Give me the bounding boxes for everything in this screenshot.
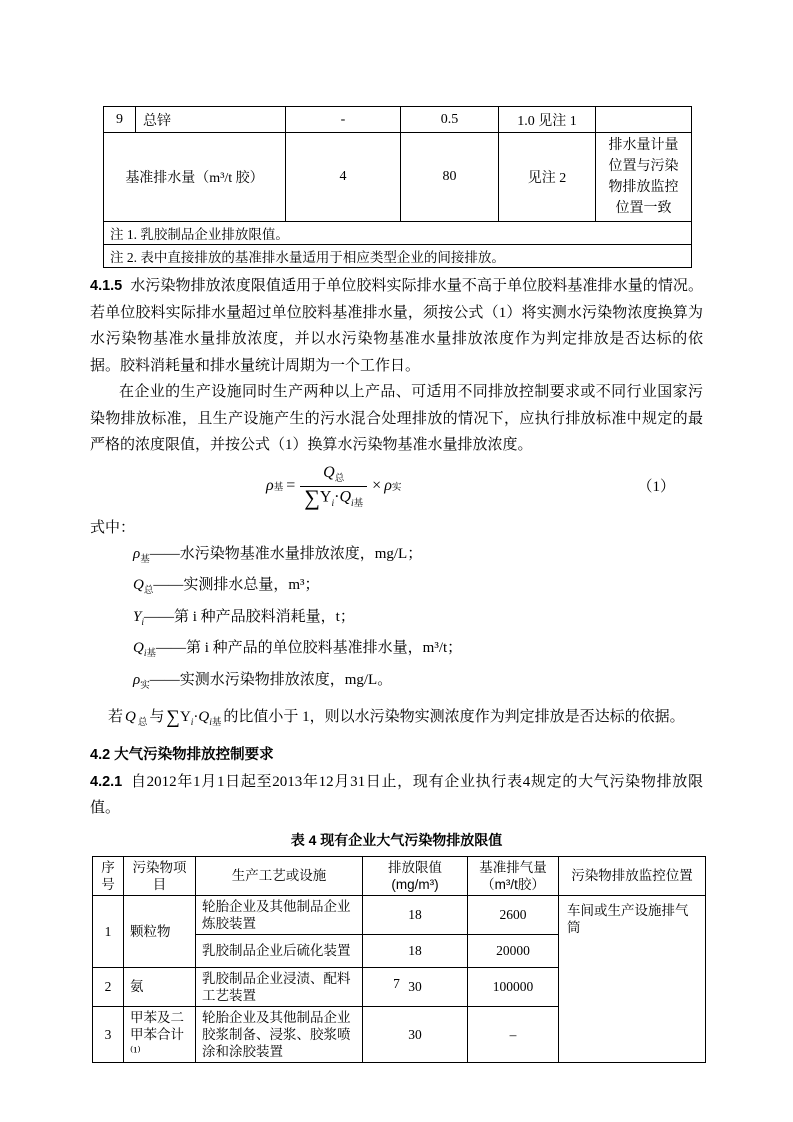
table4-header-row <box>93 856 706 895</box>
airflow-cell: 100000 <box>468 967 559 1006</box>
sum-symbol: ∑ <box>304 484 320 510</box>
header-pollutant: 污染物项目 <box>124 856 196 895</box>
clause-4-2-1 <box>90 769 703 822</box>
seq-cell: 2 <box>93 967 124 1006</box>
table-row-baseline-drainage <box>104 133 692 222</box>
definition-item: $Y_i——$第 i 种产品胶料消耗量，t； <box>133 608 355 628</box>
header-limit: 排放限值 (mg/m³) <box>363 856 468 895</box>
limit-cell: 18 <box>363 895 468 934</box>
where-label: 式中： <box>90 519 136 536</box>
seq-cell: 9 <box>104 107 136 133</box>
definition-item: $Q_{i基}——$第 i 种产品的单位胶料基准排水量，m³/t； <box>133 640 463 659</box>
sum-symbol: ∑ <box>166 707 180 728</box>
definition-item: $\rho_基——$水污染物基准水量排放浓度，mg/L； <box>133 545 423 565</box>
process-cell: 乳胶制品企业后硫化装置 <box>196 934 363 967</box>
pollutant-cell: 氨 <box>124 967 196 1006</box>
value-cell: 80 <box>401 133 499 222</box>
clause-text: 水污染物排放浓度限值适用于单位胶料实际排水量不高于单位胶料基准排水量的情况。若单位胶料实际排水量超过单位胶料基准排水量，须按公式（1）将实测水污染物浓度换算为水污染物基准水量排放浓度，并以水污染物基准水量排放浓度作为判定排放是否达标的依据。胶料消耗量和排水量统计周期为一个工作日。 <box>90 278 703 374</box>
page-number: 7 <box>393 976 400 991</box>
air-pollutant-limits-table <box>92 856 706 1063</box>
limit-cell: 18 <box>363 934 468 967</box>
monitor-position-cell: 排水量计量位置与污染物排放监控位置一致 <box>596 133 692 222</box>
equals-sign: = <box>286 477 296 495</box>
baseline-label-cell: 基准排水量（m³/t 胶） <box>104 133 286 222</box>
clause-4-1-5 <box>90 273 703 379</box>
definitions-list <box>90 542 703 700</box>
times-sign: × <box>372 477 382 495</box>
table-row-particulate-a <box>93 895 706 934</box>
rho-actual-symbol: ρ <box>384 477 392 495</box>
equation-body: ρ 基 = $\frac{Q_总}{\sum Y_i\cdot Q_{i基}}$ × ρ 实 <box>266 464 402 510</box>
process-cell: 乳胶制品企业浸渍、配料工艺装置 <box>196 967 363 1006</box>
pollutant-cell: 颗粒物 <box>124 895 196 967</box>
header-airflow: 基准排气量 （m³/t胶） <box>468 856 559 895</box>
value-cell: 0.5 <box>401 107 499 133</box>
fraction: $\frac{Q_总}{\sum Y_i\cdot Q_{i基}}$ <box>300 464 367 508</box>
paragraph-ratio-rule: 若 Q $_总$ 与 $\sum Y_i\cdot Q_{i基}$ 的比值小于 1，则以水污染物实测浓度作为判定排放是否达标的依据。 <box>108 707 685 728</box>
water-pollutant-limits-table <box>103 106 692 268</box>
table-note-1 <box>104 222 692 245</box>
table-note-2 <box>104 245 692 268</box>
table-row-total-zinc <box>104 107 692 133</box>
header-monitor: 污染物排放监控位置 <box>559 856 706 895</box>
value-cell: 4 <box>286 133 401 222</box>
process-cell: 轮胎企业及其他制品企业胶浆制备、浸浆、胶浆喷涂和涂胶装置 <box>196 1006 363 1062</box>
pollutant-name-cell: 总锌 <box>136 107 286 133</box>
definition-item: $\rho_实——$实测水污染物排放浓度，mg/L。 <box>133 671 393 691</box>
monitor-position-cell: 车间或生产设施排气筒 <box>559 895 706 1062</box>
clause-text: 自2012年1月1日起至2013年12月31日止，现有企业执行表4规定的大气污染物排放限值。 <box>90 773 703 816</box>
airflow-cell: 2600 <box>468 895 559 934</box>
section-heading-4-2: 4.2 大气污染物排放控制要求 <box>90 746 274 763</box>
clause-number: 4.2.1 <box>90 773 123 790</box>
limit-cell: 30 <box>363 967 468 1006</box>
pollutant-cell: 甲苯及二甲苯合计⁽¹⁾ <box>124 1006 196 1062</box>
header-process: 生产工艺或设施 <box>196 856 363 895</box>
equation-1 <box>90 461 703 513</box>
paragraph-mixed-production: 在企业的生产设施同时生产两种以上产品、可适用不同排放控制要求或不同行业国家污染物排放标准，且生产设施产生的污水混合处理排放的情况下，应执行排放标准中规定的最严格的浓度限值，并按公式（1）换算水污染物基准水量排放浓度。 <box>90 384 703 453</box>
clause-number: 4.1.5 <box>90 278 123 294</box>
table4-title: 表 4 现有企业大气污染物排放限值 <box>290 831 503 848</box>
limit-cell: 30 <box>363 1006 468 1062</box>
empty-cell <box>596 107 692 133</box>
airflow-cell: 20000 <box>468 934 559 967</box>
process-cell: 轮胎企业及其他制品企业炼胶装置 <box>196 895 363 934</box>
note-text: 注 2. 表中直接排放的基准排水量适用于相应类型企业的间接排放。 <box>104 245 692 268</box>
value-cell: 见注 2 <box>499 133 596 222</box>
definition-item: $Q_总——$实测排水总量，m³； <box>133 577 320 596</box>
header-seq: 序号 <box>93 856 124 895</box>
airflow-cell: – <box>468 1006 559 1062</box>
seq-cell: 1 <box>93 895 124 967</box>
rho-base-symbol: ρ <box>266 477 274 495</box>
equation-number: （1） <box>637 478 675 495</box>
value-cell: - <box>286 107 401 133</box>
value-cell: 1.0 见注 1 <box>499 107 596 133</box>
page-content <box>90 106 703 1063</box>
note-text: 注 1. 乳胶制品企业排放限值。 <box>104 222 692 245</box>
seq-cell: 3 <box>93 1006 124 1062</box>
